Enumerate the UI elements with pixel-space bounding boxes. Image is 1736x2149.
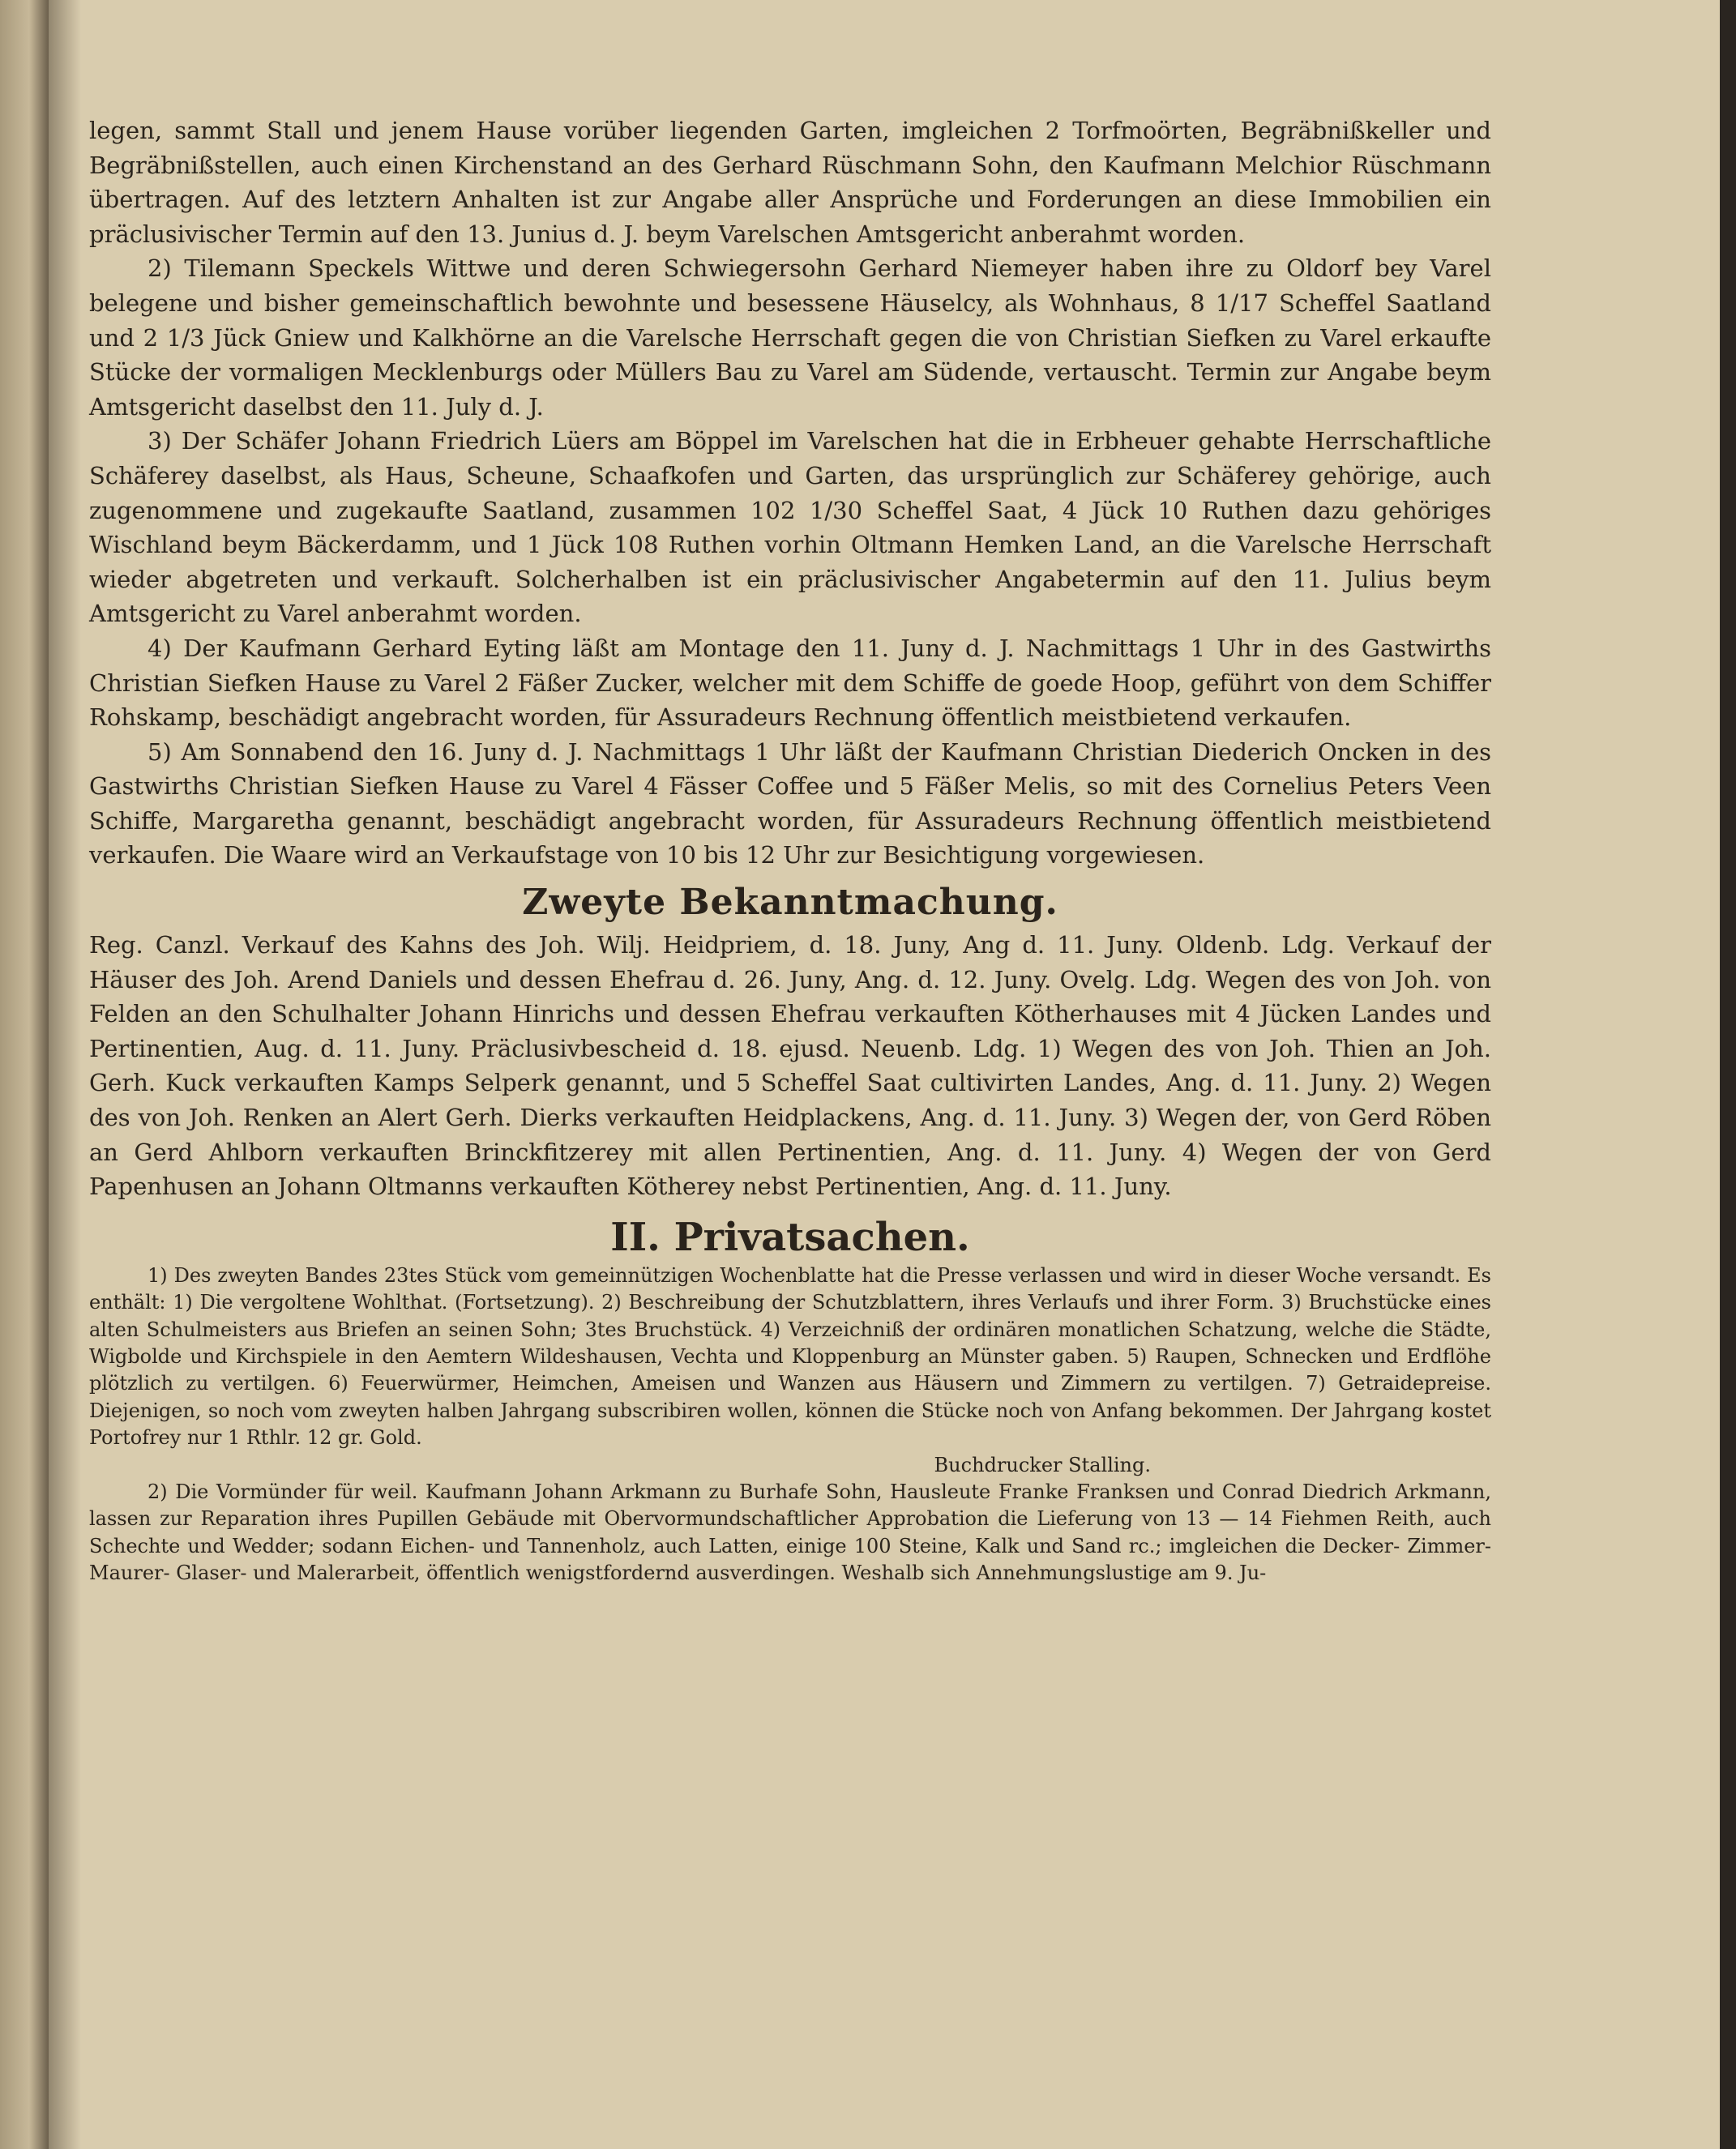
private-notice-2: 2) Die Vormünder für weil. Kaufmann Johann Arkmann zu Burhafe Sohn, Hausleute Franke Franksen und Conrad Diedrich Arkmann, lassen zur Reparation ihres Pupillen Gebäude mit Obervormundschaftlicher Approbation die Lieferung von 13 — 14 Fiehmen Reith, auch Schechte und Wedder; sodann Eichen- und Tannenholz, auch Latten, einige 100 Steine, Kalk und Sand rc.; imgleichen die Decker- Zimmer- Maurer- Glaser- und Malerarbeit, öffentlich wenigstfordernd ausverdingen. Weshalb sich Annehmungslustige am 9. Ju- [89, 1480, 1491, 1585]
signature-buchdrucker: Buchdrucker Stalling. [934, 1453, 1151, 1476]
announcement-continuation: legen, sammt Stall und jenem Hause vorüber liegenden Garten, imgleichen 2 Torfmoörten, Begräbnißkeller und Begräbnißstellen, auch einen Kirchenstand an des Gerhard Rüschmann Sohn, den Kaufmann Melchior Rüschmann übertragen. Auf des letztern Anhalten ist zur Angabe aller Ansprüche und Forderungen an diese Immobilien ein präclusivischer Termin auf den 13. Junius d. J. beym Varelschen Amtsgericht anberahmt worden. [89, 117, 1491, 248]
zweyte-bekanntmachung-body: Reg. Canzl. Verkauf des Kahns des Joh. Wilj. Heidpriem, d. 18. Juny, Ang d. 11. Juny. Oldenb. Ldg. Verkauf der Häuser des Joh. Arend Daniels und dessen Ehefrau d. 26. Juny, Ang. d. 12. Juny. Ovelg. Ldg. Wegen des von Joh. von Felden an den Schulhalter Johann Hinrichs und dessen Ehefrau verkauften Kötherhauses mit 4 Jücken Landes und Pertinentien, Aug. d. 11. Juny. Präclusivbescheid d. 18. ejusd. Neuenb. Ldg. 1) Wegen des von Joh. Thien an Joh. Gerh. Kuck verkauften Kamps Selperk genannt, und 5 Scheffel Saat cultivirten Landes, Ang. d. 11. Juny. 2) Wegen des von Joh. Renken an Alert Gerh. Dierks verkauften Heidplackens, Ang. d. 11. Juny. 3) Wegen der, von Gerd Röben an Gerd Ahlborn verkauften Brinckfitzerey mit allen Pertinentien, Ang. d. 11. Juny. 4) Wegen der von Gerd Papenhusen an Johann Oltmanns verkauften Kötherey nebst Pertinentien, Ang. d. 11. Juny. [89, 931, 1491, 1201]
private-notice-1: 1) Des zweyten Bandes 23tes Stück vom gemeinnützigen Wochenblatte hat die Presse verlassen und wird in dieser Woche versandt. Es enthält: 1) Die vergoltene Wohlthat. (Fortsetzung). 2) Beschreibung der Schutzblattern, ihres Verlaufs und ihrer Form. 3) Bruchstücke eines alten Schulmeisters aus Briefen an seinen Sohn; 3tes Bruchstück. 4) Verzeichniß der ordinären monatlichen Schatzung, welche die Städte, Wigbolde und Kirchspiele in den Aemtern Wildeshausen, Vechta und Kloppenburg an Münster gaben. 5) Raupen, Schnecken und Erdflöhe plötzlich zu vertilgen. 6) Feuerwürmer, Heimchen, Ameisen und Wanzen aus Häusern und Zimmern zu vertilgen. 7) Getraidepreise. Diejenigen, so noch vom zweyten halben Jahrgang subscribiren wollen, können die Stücke noch von Anfang bekommen. Der Jahrgang kostet Portofrey nur 1 Rthlr. 12 gr. Gold. [89, 1263, 1491, 1450]
page-text [89, 113, 1491, 1587]
announcement-2: 2) Tilemann Speckels Wittwe und deren Schwiegersohn Gerhard Niemeyer haben ihre zu Oldorf bey Varel belegene und bisher gemeinschaftlich bewohnte und besessene Häuselcy, als Wohnhaus, 8 1/17 Scheffel Saatland und 2 1/3 Jück Gniew und Kalkhörne an die Varelsche Herrschaft gegen die von Christian Siefken zu Varel erkaufte Stücke der vormaligen Mecklenburgs oder Müllers Bau zu Varel am Südende, vertauscht. Termin zur Angabe beym Amtsgericht daselbst den 11. July d. J. [89, 254, 1491, 421]
announcement-4: 4) Der Kaufmann Gerhard Eyting läßt am Montage den 11. Juny d. J. Nachmittags 1 Uhr in des Gastwirths Christian Siefken Hause zu Varel 2 Fäßer Zucker, welcher mit dem Schiffe de goede Hoop, geführt von dem Schiffer Rohskamp, beschädigt angebracht worden, für Assuradeurs Rechnung öffentlich meistbietend verkaufen. [89, 634, 1491, 732]
right-page-edge [1720, 0, 1736, 2149]
document-page [49, 0, 1736, 2149]
section-heading-privatsachen: II. Privatsachen. [610, 1214, 970, 1260]
previous-page-edge [0, 0, 49, 2149]
announcement-3: 3) Der Schäfer Johann Friedrich Lüers am Böppel im Varelschen hat die in Erbheuer gehabte Herrschaftliche Schäferey daselbst, als Haus, Scheune, Schaafkofen und Garten, das ursprünglich zur Schäferey gehörige, auch zugenommene und zugekaufte Saatland, zusammen 102 1/30 Scheffel Saat, 4 Jück 10 Ruthen dazu gehöriges Wischland beym Bäckerdamm, und 1 Jück 108 Ruthen vorhin Oltmann Hemken Land, an die Varelsche Herrschaft wieder abgetreten und verkauft. Solcherhalben ist ein präclusivischer Angabetermin auf den 11. Julius beym Amtsgericht zu Varel anberahmt worden. [89, 427, 1491, 628]
page-gutter-shadow [49, 0, 81, 2149]
announcement-5: 5) Am Sonnabend den 16. Juny d. J. Nachmittags 1 Uhr läßt der Kaufmann Christian Diederich Oncken in des Gastwirths Christian Siefken Hause zu Varel 4 Fässer Coffee und 5 Fäßer Melis, so mit des Cornelius Peters Veen Schiffe, Margaretha genannt, beschädigt angebracht worden, für Assuradeurs Rechnung öffentlich meistbietend verkaufen. Die Waare wird an Verkaufstage von 10 bis 12 Uhr zur Besichtigung vorgewiesen. [89, 737, 1491, 869]
section-heading-zweyte-bekanntmachung: Zweyte Bekanntmachung. [522, 882, 1058, 924]
